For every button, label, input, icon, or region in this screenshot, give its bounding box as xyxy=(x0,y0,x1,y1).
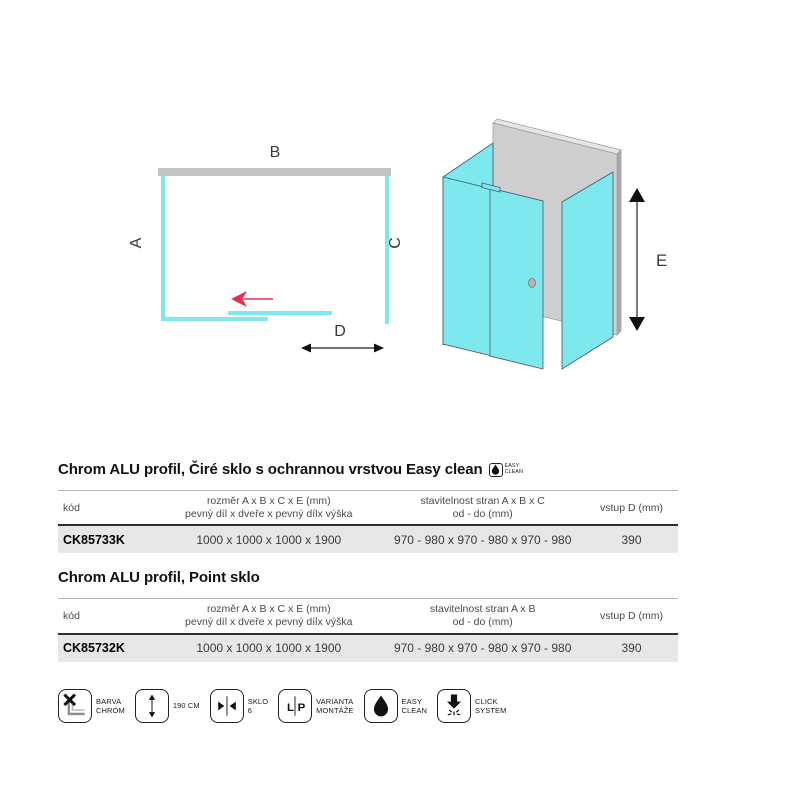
door-knob xyxy=(529,279,536,288)
wall-profile-bar xyxy=(158,168,391,176)
right-glass-line xyxy=(385,176,389,324)
section-title: Chrom ALU profil, Čiré sklo s ochrannou vrstvou Easy clean xyxy=(58,461,483,478)
feature-label: CLICK SYSTEM xyxy=(475,696,507,715)
height-dimension-arrow xyxy=(629,188,645,331)
spec-table-point-sklo xyxy=(58,598,678,661)
left-glass-line xyxy=(161,176,165,321)
front-sliding-door xyxy=(490,188,543,369)
header-size: rozměr A x B x C x E (mm) pevný díl x dveře x pevný dílx výška xyxy=(185,603,353,629)
feature-label: BARVA CHROM xyxy=(96,696,125,715)
product-code: CK85732K xyxy=(58,634,157,662)
section-point-sklo xyxy=(58,569,678,661)
chrome-profile-icon xyxy=(58,689,92,723)
variant-letter-right: P xyxy=(297,701,306,714)
header-entry: vstup D (mm) xyxy=(599,609,663,622)
easy-clean-badge-text: EASY CLEAN xyxy=(504,462,523,475)
easy-clean-drop-icon xyxy=(489,463,503,477)
height-range-icon xyxy=(135,689,169,723)
top-view-diagram xyxy=(128,144,404,353)
glass-thickness-icon xyxy=(210,689,244,723)
section-easy-clean xyxy=(58,461,678,553)
product-size: 1000 x 1000 x 1000 x 1900 xyxy=(157,525,380,553)
dimension-label-d: D xyxy=(334,323,346,340)
feature-vyska-190 xyxy=(135,689,200,723)
isometric-view-diagram xyxy=(443,119,667,369)
table-row xyxy=(58,525,678,553)
product-entry: 390 xyxy=(585,525,678,553)
spec-content xyxy=(58,461,678,723)
header-adjust: stavitelnost stran A x B od - do (mm) xyxy=(429,603,536,629)
feature-easy-clean xyxy=(364,689,428,723)
feature-label: EASY CLEAN xyxy=(401,696,428,715)
feature-label: 190 CM xyxy=(172,701,200,710)
header-code: kód xyxy=(63,501,80,514)
entry-dimension-arrow xyxy=(301,344,384,353)
feature-label: VARIANTA MONTÁŽE xyxy=(316,696,354,715)
header-entry: vstup D (mm) xyxy=(599,501,663,514)
header-adjust: stavitelnost stran A x B x C od - do (mm) xyxy=(420,495,545,521)
feature-varianta-montaze xyxy=(278,689,353,723)
product-adjust: 970 - 980 x 970 - 980 x 970 - 980 xyxy=(380,525,585,553)
dimension-label-c: C xyxy=(387,237,404,249)
right-glass-panel xyxy=(562,172,613,369)
easy-clean-badge xyxy=(489,463,523,477)
header-size: rozměr A x B x C x E (mm) pevný díl x dveře x pevný dílx výška xyxy=(185,495,353,521)
mount-variant-icon xyxy=(278,689,312,723)
dimension-label-e: E xyxy=(656,251,668,270)
feature-barva-chrom xyxy=(58,689,125,723)
feature-click-system xyxy=(437,689,506,723)
spec-table-easy-clean xyxy=(58,490,678,553)
back-wall-side-face xyxy=(617,150,621,335)
feature-icons-row xyxy=(58,689,678,723)
feature-sklo-6 xyxy=(210,689,268,723)
slide-direction-arrow xyxy=(231,291,273,307)
table-row xyxy=(58,634,678,662)
section-title-row xyxy=(58,569,678,586)
fixed-panel-line xyxy=(162,317,268,321)
product-entry: 390 xyxy=(585,634,678,662)
header-code: kód xyxy=(63,609,80,622)
table-header-row xyxy=(58,599,678,634)
dimension-label-a: A xyxy=(128,237,145,249)
section-title: Chrom ALU profil, Point sklo xyxy=(58,569,260,587)
section-title-row xyxy=(58,461,678,478)
variant-letter-left: L xyxy=(287,701,295,714)
sliding-door-line xyxy=(228,311,332,315)
table-header-row xyxy=(58,491,678,526)
feature-label: SKLO 6 xyxy=(247,696,269,715)
product-code: CK85733K xyxy=(58,525,157,553)
product-adjust: 970 - 980 x 970 - 980 x 970 - 980 xyxy=(380,634,585,662)
easy-clean-drop-icon xyxy=(364,689,398,723)
front-fixed-panel xyxy=(443,177,496,357)
click-system-icon xyxy=(437,689,471,723)
dimension-label-b: B xyxy=(269,144,281,161)
product-size: 1000 x 1000 x 1000 x 1900 xyxy=(157,634,380,662)
